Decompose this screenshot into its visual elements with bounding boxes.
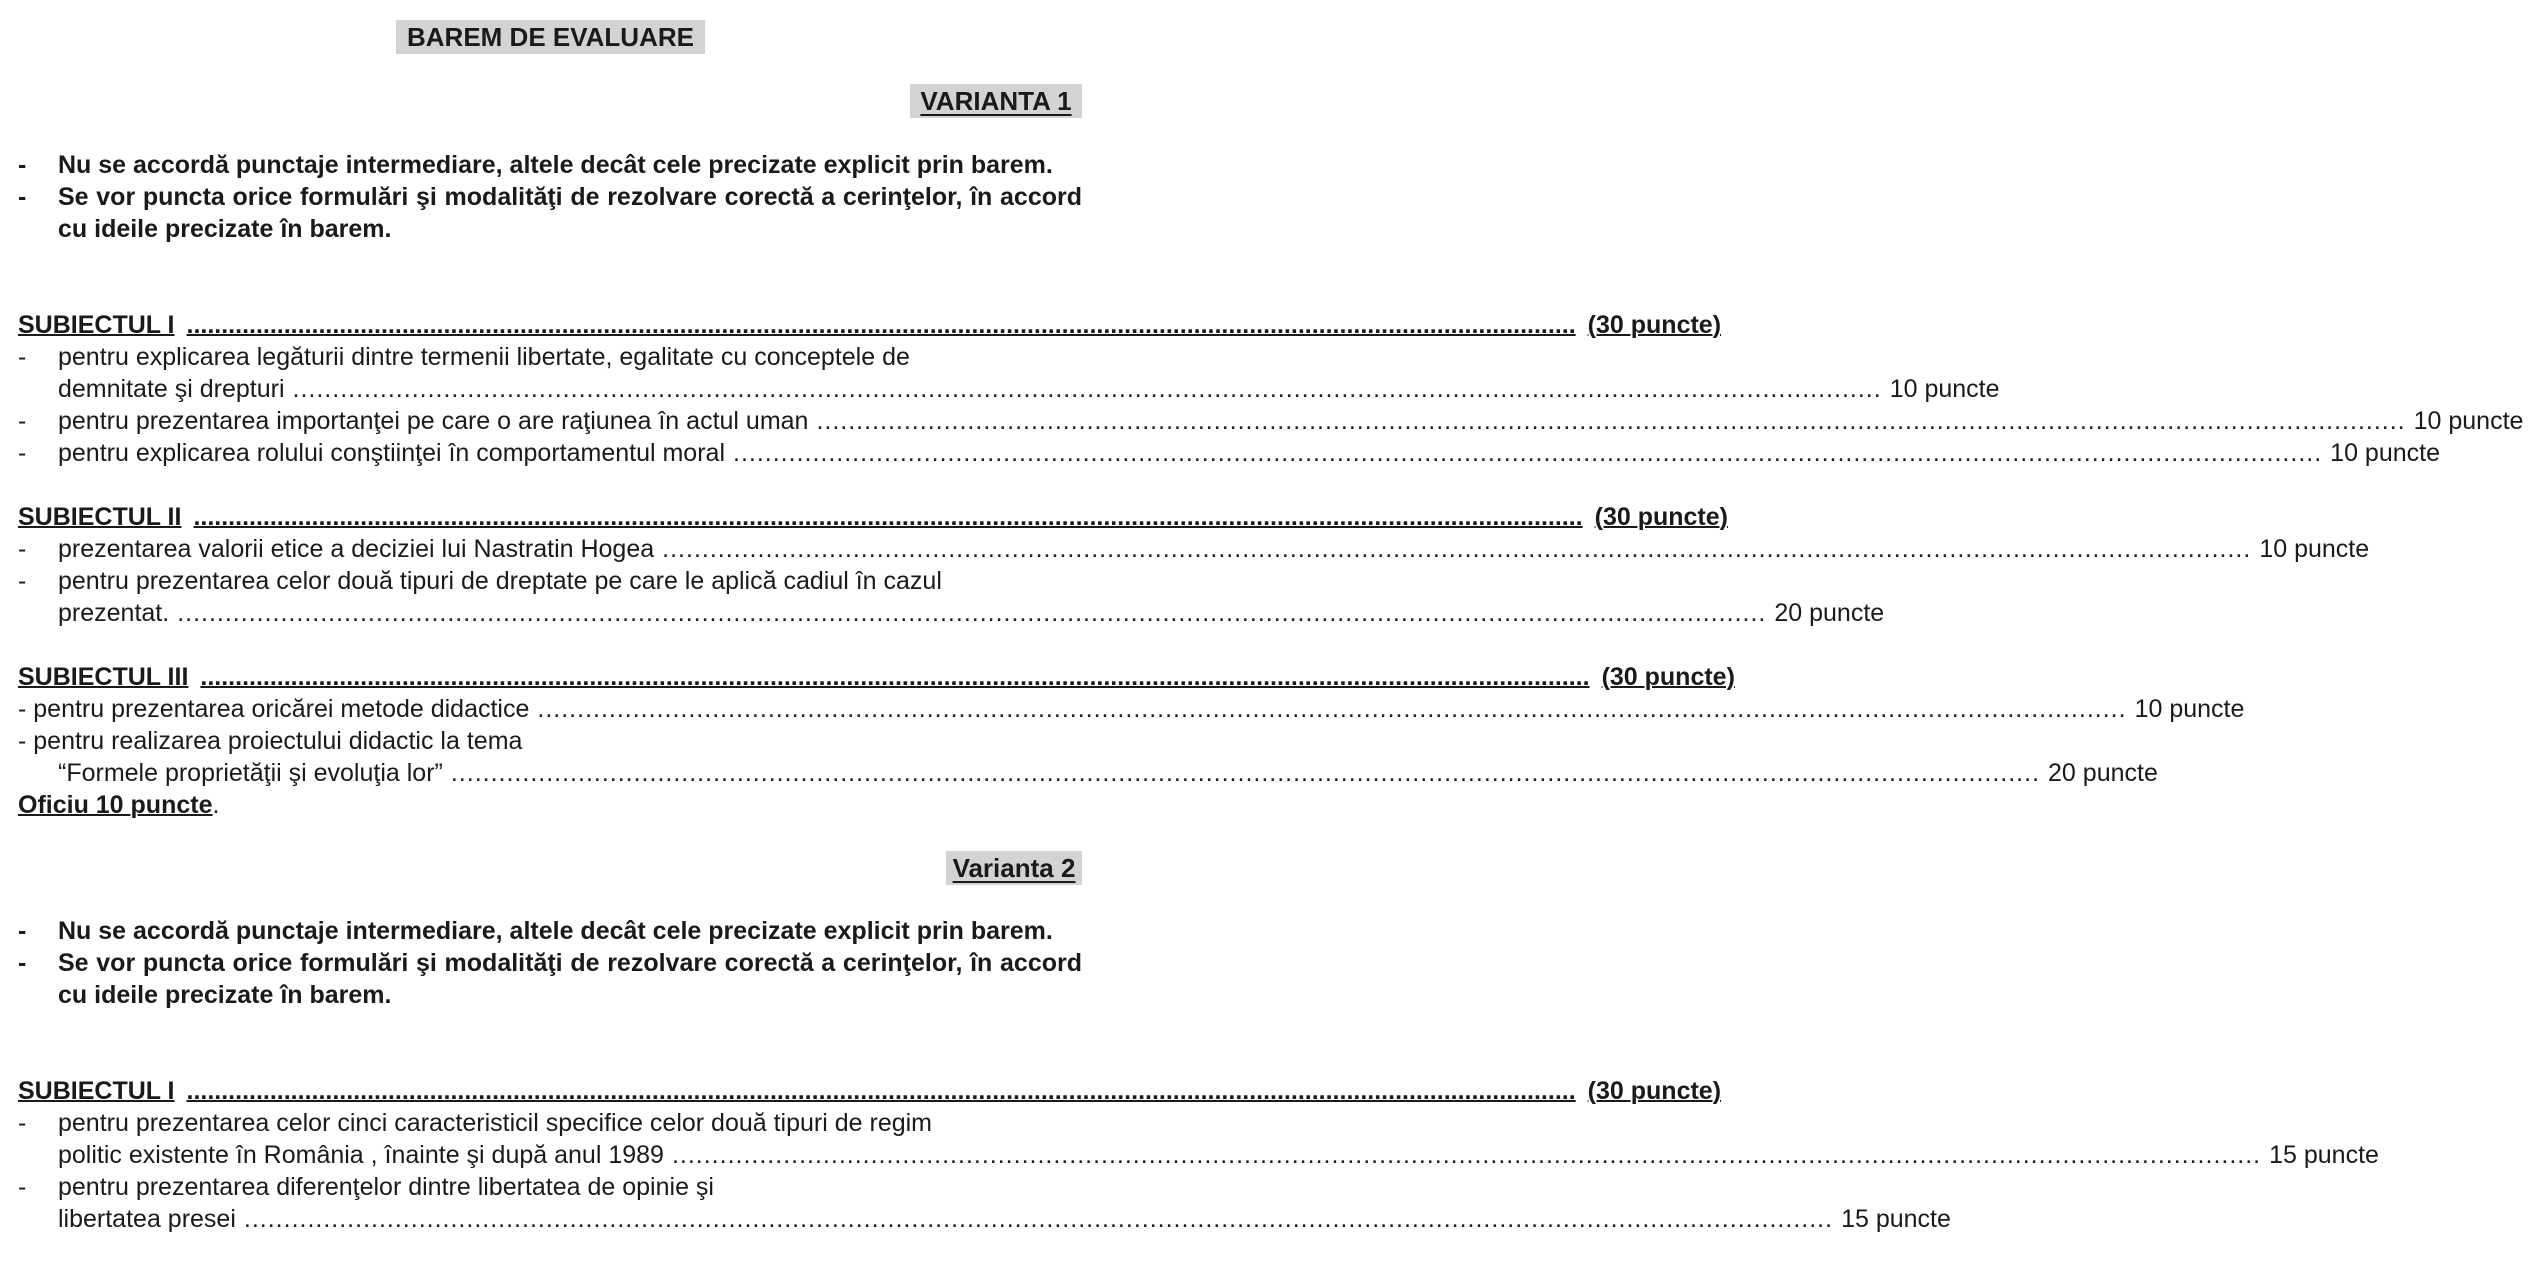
section-heading: SUBIECTUL I ..... (30 puncte)	[18, 309, 1082, 341]
v2-rule-1: - Nu se accordă punctaje intermediare, altele decât cele precizate explicit prin barem.	[18, 917, 1053, 945]
v1-subiectul-3: SUBIECTUL III ..... (30 puncte) - pentru prezentarea oricărei metode didactice ..... 10 puncte - pentru realizarea proiectului didactic la tema “Formele proprietăţii şi evoluţia lor” ..... 20 puncte Oficiu 10 puncte.	[18, 661, 1082, 821]
document-title: BAREM DE EVALUARE	[396, 20, 705, 54]
variant-1-label: VARIANTA 1	[910, 84, 1082, 118]
v1-rules	[18, 149, 1082, 245]
section-heading: SUBIECTUL I ..... (30 puncte)	[18, 1075, 1082, 1107]
v1-subiectul-2	[18, 501, 2370, 629]
list-item: - pentru prezentarea diferenţelor dintre libertatea de opinie şi libertatea presei ..... 15 puncte	[18, 1171, 1082, 1235]
v2-rules	[18, 915, 1082, 1011]
section-heading: SUBIECTUL II ..... (30 puncte)	[18, 501, 1082, 533]
section-heading: SUBIECTUL III ..... (30 puncte)	[18, 661, 1082, 693]
v2-rule-2: - Se vor puncta orice formulări şi modalităţi de rezolvare corectă a cerinţelor, în accord cu ideile precizate în barem.	[18, 949, 1082, 1009]
v1-subiectul-1	[18, 309, 2524, 469]
list-item: - pentru prezentarea celor două tipuri de dreptate pe care le aplică cadiul în cazul prezentat. ..... 20 puncte	[18, 565, 1082, 629]
oficiu-line: Oficiu 10 puncte.	[18, 791, 220, 819]
list-item: - pentru prezentarea celor cinci caracteristicil specifice celor două tipuri de regim politic existente în România , înainte şi după anul 1989 ..... 15 puncte	[18, 1107, 1082, 1171]
v2-subiectul-1	[18, 1075, 2379, 1235]
list-item: - pentru prezentarea importanţei pe care o are raţiunea în actul uman ..... 10 puncte	[18, 405, 1082, 437]
list-item: - prezentarea valorii etice a deciziei lui Nastratin Hogea ..... 10 puncte	[18, 533, 1082, 565]
list-item: - pentru explicarea legăturii dintre termenii libertate, egalitate cu conceptele de demnitate şi drepturi ..... 10 puncte	[18, 341, 1082, 405]
v1-rule-2: - Se vor puncta orice formulări şi modalităţi de rezolvare corectă a cerinţelor, în accord cu ideile precizate în barem.	[18, 183, 1082, 243]
list-item: - pentru explicarea rolului conştiinţei în comportamentul moral ..... 10 puncte	[18, 437, 1082, 469]
v1-rule-1: - Nu se accordă punctaje intermediare, altele decât cele precizate explicit prin barem.	[18, 151, 1053, 179]
variant-2-label: Varianta 2	[946, 851, 1082, 885]
list-item: - pentru realizarea proiectului didactic la tema	[18, 727, 523, 755]
list-item: - pentru prezentarea oricărei metode didactice ..... 10 puncte	[18, 693, 1082, 725]
